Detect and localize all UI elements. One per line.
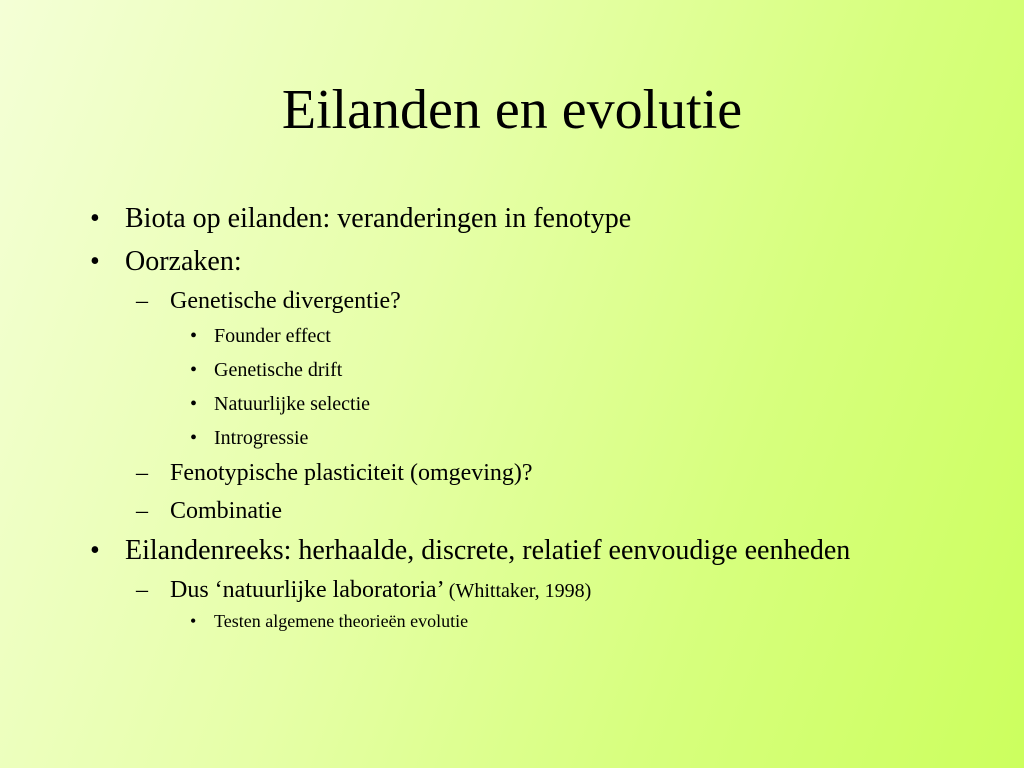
bullet-oorzaken <box>0 243 885 281</box>
bullet-biota <box>0 200 885 238</box>
bullet-marker: • <box>190 359 198 381</box>
sub-bullet-text: Genetische divergentie? <box>170 288 401 314</box>
bullet-marker: • <box>190 393 198 415</box>
sub-bullet-fenotypische-plasticiteit <box>0 457 930 489</box>
bullet-marker: • <box>90 535 100 566</box>
bullet-text: Eilandenreeks: herhaalde, discrete, relatief eenvoudige eenheden <box>125 535 851 566</box>
sub-bullet-text: Dus ‘natuurlijke laboratoria’ <box>170 577 443 603</box>
sub-sub-bullet-founder-effect <box>0 321 974 351</box>
sub-sub-bullet-text: Genetische drift <box>214 359 343 381</box>
bullet-marker: • <box>190 325 198 347</box>
bullet-marker: • <box>90 203 100 234</box>
sub-sub-bullet-text: Natuurlijke selectie <box>214 393 371 415</box>
bullet-eilandenreeks <box>0 532 885 570</box>
bullet-marker: • <box>90 246 100 277</box>
dash-marker: – <box>136 577 148 603</box>
sub-sub-bullet-natuurlijke-selectie <box>0 389 974 419</box>
sub-sub-bullet-introgressie <box>0 423 974 453</box>
bullet-marker: • <box>190 611 197 631</box>
sub-bullet-genetische-divergentie <box>0 285 930 317</box>
bullet-text: Oorzaken: <box>125 246 242 277</box>
bullet-list <box>0 200 1024 635</box>
sub-bullet-text: Combinatie <box>170 498 282 524</box>
bullet-text: Biota op eilanden: veranderingen in fenotype <box>125 203 632 234</box>
dash-marker: – <box>136 460 148 486</box>
sub-sub-bullet-genetische-drift <box>0 355 974 385</box>
citation: (Whittaker, 1998) <box>448 580 592 602</box>
slide-title: Eilanden en evolutie <box>281 79 743 141</box>
sub-sub-bullet-text: Introgressie <box>214 427 309 449</box>
sub-sub-bullet-text: Testen algemene theorieën evolutie <box>214 611 469 631</box>
sub-bullet-natuurlijke-laboratoria <box>0 574 930 607</box>
sub-bullet-text: Fenotypische plasticiteit (omgeving)? <box>170 460 533 486</box>
sub-sub-bullet-text: Founder effect <box>214 325 331 347</box>
bullet-marker: • <box>190 427 198 449</box>
sub-bullet-combinatie <box>0 495 930 527</box>
dash-marker: – <box>136 288 148 314</box>
sub-sub-bullet-testen-algemene-theorieen <box>0 607 974 635</box>
dash-marker: – <box>136 498 148 524</box>
